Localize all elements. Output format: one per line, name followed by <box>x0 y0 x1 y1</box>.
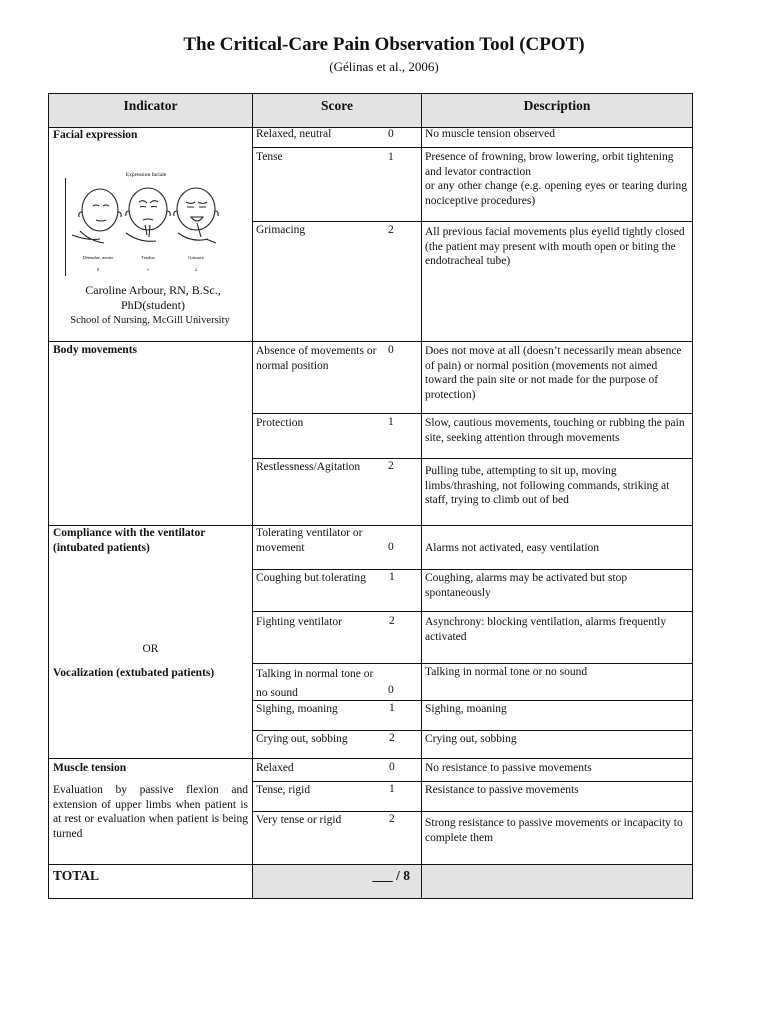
description-facial-1-extra: or any other change (e.g. opening eyes or tearing during nociceptive procedures) <box>425 180 687 207</box>
row-separator <box>252 147 693 148</box>
row-separator <box>252 569 693 570</box>
indicator-muscle-tension: Muscle tension <box>53 762 127 774</box>
description-ventilator-1: Coughing, alarms may be activated but stop spontaneously <box>425 572 628 599</box>
relaxed-face-icon <box>72 189 121 243</box>
row-separator <box>252 781 693 782</box>
indicator-ventilator-compliance: Compliance with the ventilator (intubated patients) <box>53 527 206 554</box>
document-title: The Critical-Care Pain Observation Tool (CPOT) <box>183 34 585 55</box>
description-vocalization-1: Sighing, moaning <box>425 703 507 715</box>
total-description-shading <box>422 865 692 898</box>
score-label-grimacing: Grimacing <box>256 224 306 236</box>
column-divider-1 <box>252 93 253 899</box>
score-value: 0 <box>389 761 395 773</box>
face-label-grimace: Grimace <box>188 255 204 260</box>
score-label-absence-of-movements: Absence of movements or normal position <box>256 345 377 372</box>
row-separator <box>252 611 693 612</box>
table-border-top <box>48 93 693 94</box>
table-border-left <box>48 93 49 899</box>
table-border-bottom <box>48 898 693 899</box>
score-label-very-tense: Very tense or rigid <box>256 814 342 826</box>
score-label-talking-normal: Talking in normal tone or no sound <box>256 668 374 699</box>
tense-face-icon <box>126 188 170 241</box>
score-value: 1 <box>389 702 395 714</box>
muscle-section-bottom <box>48 864 693 865</box>
document-citation: (Gélinas et al., 2006) <box>329 59 439 74</box>
muscle-tension-note: Evaluation by passive flexion and extension of upper limbs when patient is at rest or evaluation when patient is being turned <box>53 784 248 840</box>
face-label-tense: Tendue <box>141 255 155 260</box>
total-score-field[interactable]: ___ / 8 <box>372 868 410 883</box>
credit-name: Caroline Arbour, RN, B.Sc., PhD(student) <box>85 283 221 312</box>
grimace-face-icon <box>174 188 218 243</box>
indicator-facial-expression: Facial expression <box>53 129 138 141</box>
total-label: TOTAL <box>53 868 100 883</box>
score-label-relaxed-neutral: Relaxed, neutral <box>256 128 332 140</box>
row-separator <box>252 811 693 812</box>
score-label-tense: Tense <box>256 151 283 163</box>
score-label-relaxed: Relaxed <box>256 762 294 774</box>
score-value: 0 <box>388 344 394 356</box>
score-value: 2 <box>389 813 395 825</box>
score-label-tolerating-ventilator: Tolerating ventilator or movement <box>256 527 363 554</box>
description-facial-0: No muscle tension observed <box>425 128 555 140</box>
description-ventilator-0: Alarms not activated, easy ventilation <box>425 542 600 554</box>
score-value: 1 <box>388 151 394 163</box>
description-vocalization-0: Talking in normal tone or no sound <box>425 666 588 678</box>
or-label: OR <box>142 643 159 655</box>
table-border-right <box>692 93 693 899</box>
description-facial-1: Presence of frowning, brow lowering, orbit tightening and levator contraction <box>425 151 674 178</box>
indicator-vocalization: Vocalization (extubated patients) <box>53 667 215 679</box>
row-separator <box>252 458 693 459</box>
image-caption: Expression faciale <box>125 172 167 178</box>
score-value: 2 <box>389 732 395 744</box>
row-separator <box>252 663 693 664</box>
score-value: 0 <box>388 128 394 140</box>
credit-school: School of Nursing, McGill University <box>70 315 230 326</box>
face-score-2: 2 <box>194 267 198 272</box>
score-value: 1 <box>389 783 395 795</box>
score-label-protection: Protection <box>256 417 304 429</box>
column-divider-2 <box>421 93 422 899</box>
score-value: 1 <box>388 416 394 428</box>
score-value: 2 <box>388 224 394 236</box>
ventilator-section-bottom <box>48 758 693 759</box>
description-ventilator-2: Asynchrony: blocking ventilation, alarms frequently activated <box>425 616 667 643</box>
description-body-2: Pulling tube, attempting to sit up, moving limbs/thrashing, not following commands, striking at staff, trying to climb out of bed <box>425 465 670 506</box>
score-value: 0 <box>388 684 394 696</box>
face-score-1: 1 <box>146 267 150 272</box>
header-description: Description <box>523 98 591 113</box>
face-score-0: 0 <box>96 267 100 272</box>
description-muscle-2: Strong resistance to passive movements or incapacity to complete them <box>425 817 683 844</box>
score-label-sighing: Sighing, moaning <box>256 703 338 715</box>
description-facial-2: All previous facial movements plus eyelid tightly closed (the patient may present with mouth open or biting the endotracheal tube) <box>425 226 685 267</box>
header-score: Score <box>321 98 353 113</box>
score-label-tense-rigid: Tense, rigid <box>256 784 311 796</box>
score-label-coughing: Coughing but tolerating <box>256 572 366 584</box>
score-value: 0 <box>388 541 394 553</box>
description-vocalization-2: Crying out, sobbing <box>425 733 517 745</box>
description-muscle-1: Resistance to passive movements <box>425 784 579 796</box>
description-body-1: Slow, cautious movements, touching or rubbing the pain site, seeking attention through movements <box>425 417 685 444</box>
facial-section-bottom <box>48 341 693 342</box>
description-body-0: Does not move at all (doesn’t necessarily mean absence of pain) or normal position (movements not aimed toward the pain site or not made for the purpose of protection) <box>425 345 682 401</box>
score-value: 2 <box>389 615 395 627</box>
indicator-body-movements: Body movements <box>53 344 138 356</box>
row-separator <box>252 413 693 414</box>
row-separator <box>252 730 693 731</box>
score-label-crying-out: Crying out, sobbing <box>256 733 348 745</box>
header-indicator: Indicator <box>123 98 178 113</box>
score-value: 1 <box>389 571 395 583</box>
row-separator <box>252 221 693 222</box>
face-label-relaxed: Détendue, neutre <box>82 255 114 260</box>
facial-expression-illustration <box>66 165 226 277</box>
description-muscle-0: No resistance to passive movements <box>425 762 592 774</box>
score-value: 2 <box>388 460 394 472</box>
score-label-fighting-ventilator: Fighting ventilator <box>256 616 342 628</box>
score-label-restlessness: Restlessness/Agitation <box>256 461 361 473</box>
